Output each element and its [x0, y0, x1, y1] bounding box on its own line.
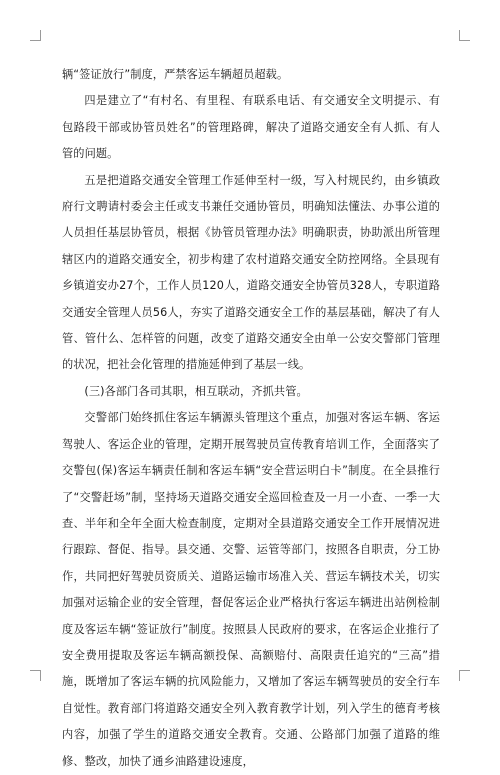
- paragraph-traffic-police: 交警部门始终抓住客运车辆源头管理这个重点，加强对客运车辆、客运驾驶人、客运企业的管理，定期开展驾驶员宣传教育培训工作，全面落实了交警包(保)客运车辆责任制和客运车辆“安全营运明白卡”制度。在全县推行了“交警赶场”制，坚持场天道路交通安全巡回检查及一月一小查、一季一大查、半年和全年全面大检查制度，定期对全县道路交通安全工作开展情况进行跟踪、督促、指导。县交通、交警、运管等部门，按照各自职责，分工协作，共同把好驾驶员资质关、道路运输市场准入关、营运车辆技术关，切实加强对运输企业的安全管理，督促客运企业严格执行客运车辆进出站例检制度及客运车辆“签证放行”制度。按照县人民政府的要求，在客运企业推行了安全费用提取及客运车辆高额投保、高额赔付、高限责任追究的“三高”措施，既增加了客运车辆的抗风险能力，又增加了客运车辆驾驶员的安全行车自觉性。教育部门将道路交通安全列入教育教学计划，列入学生的德育考核内容，加强了学生的道路交通安全教育。交通、公路部门加强了道路的维修、整改，加快了通乡油路建设速度，: [62, 411, 440, 768]
- section-heading-departments: (三)各部门各司其职，相互联动，齐抓共管。: [84, 384, 308, 398]
- crop-mark-bottom-left: [30, 670, 41, 681]
- paragraph-continuation: 辆“签证放行”制度，严禁客运车辆超员超载。: [62, 68, 289, 81]
- document-body: [62, 62, 440, 775]
- crop-mark-bottom-right: [459, 670, 470, 681]
- paragraph-village-management: 五是把道路交通安全管理工作延伸至村一级，写入村规民约，由乡镇政府行文聘请村委会主任或支书兼任交通协管员，明确知法懂法、办事公道的人员担任基层协管员，根据《协管员管理办法》明确职责，协助派出所管理辖区内的道路交通安全，初步构建了农村道路交通安全防控网络。全县现有乡镇道安办27个，工作人员120人，道路交通安全协管员328人，专职道路交通安全管理人员56人，夯实了道路交通安全工作的基层基础，解决了有人管、管什么、怎样管的问题，改变了道路交通安全由单一公安交警部门管理的状况，把社会化管理的措施延伸到了基层一线。: [62, 173, 440, 372]
- crop-mark-top-right: [459, 30, 470, 41]
- crop-mark-top-left: [30, 30, 41, 41]
- paragraph-road-markers: 四是建立了“有村名、有里程、有联系电话、有交通安全文明提示、有包路段干部或协管员姓名”的管理路碑，解决了道路交通安全有人抓、有人管的问题。: [62, 94, 440, 161]
